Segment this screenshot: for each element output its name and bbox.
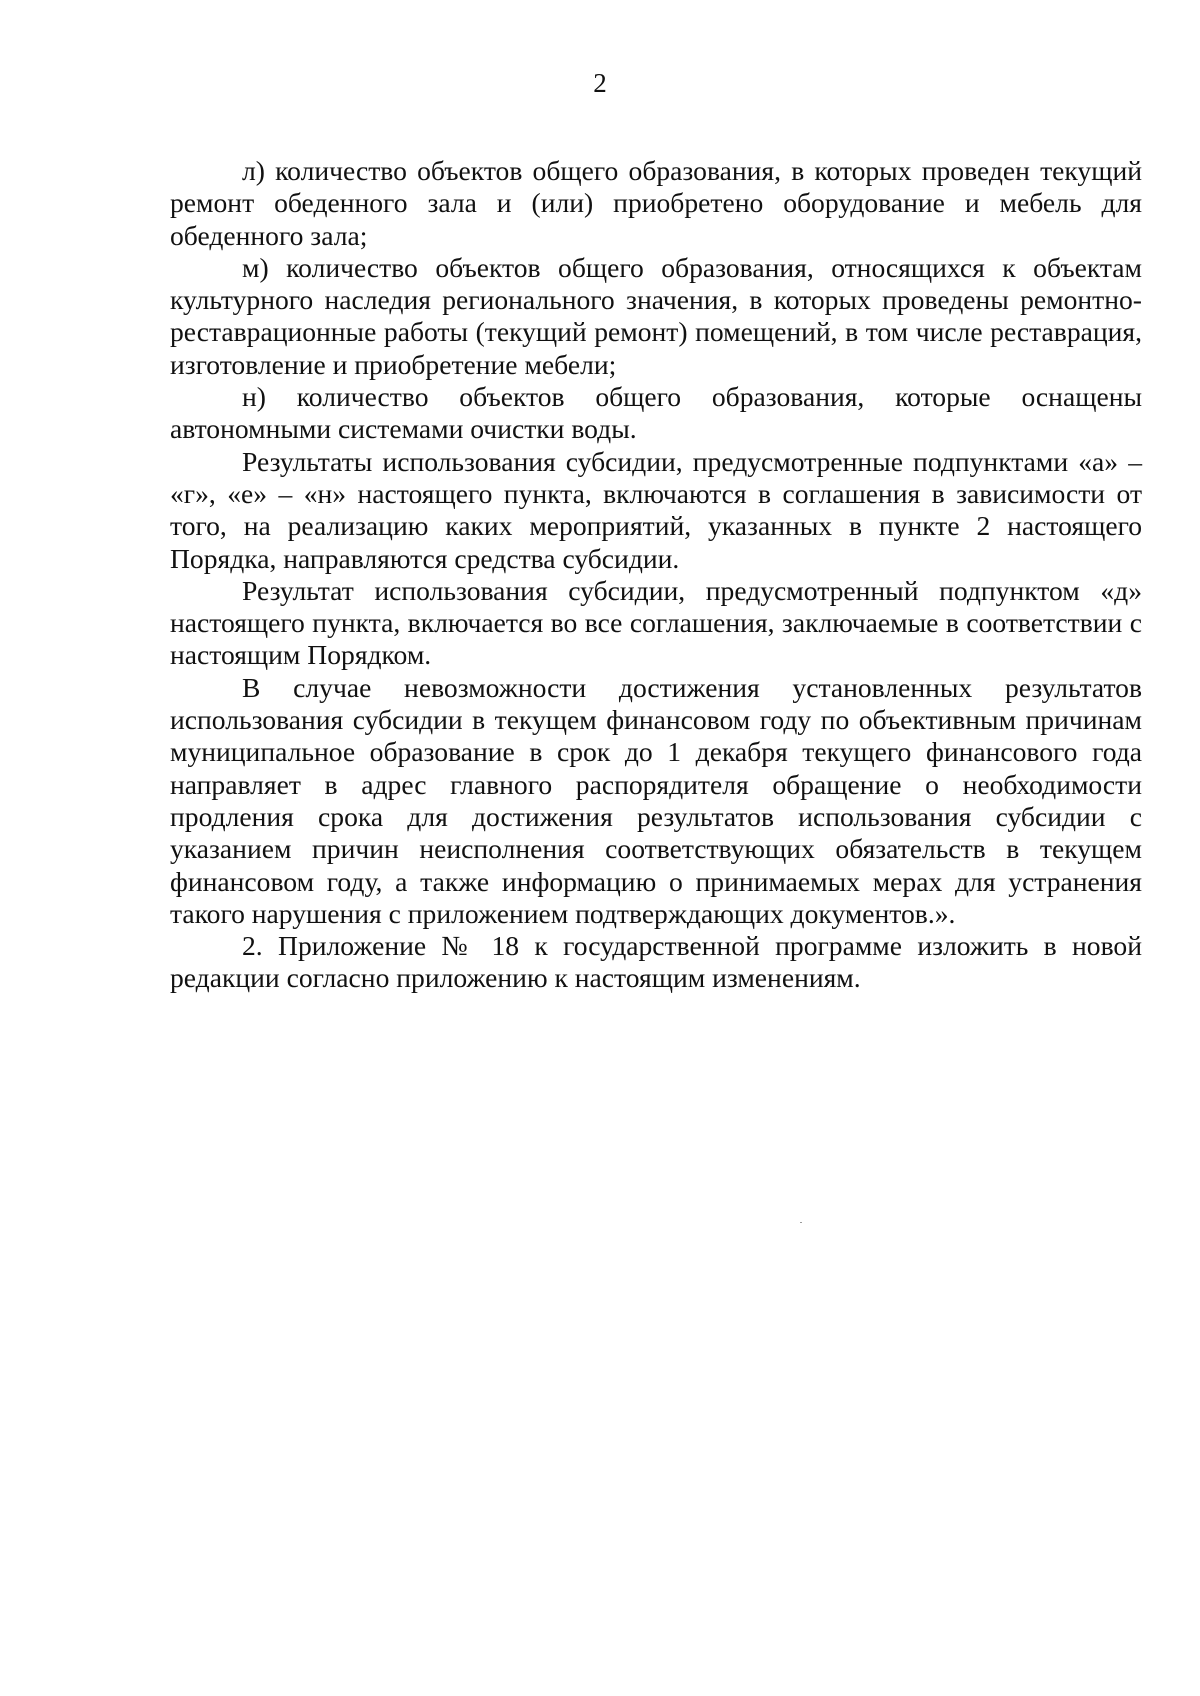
document-body — [170, 155, 1142, 995]
paragraph-n: н) количество объектов общего образования, которые оснащены автономными системами очистки воды. — [170, 381, 1142, 445]
page-number: 2 — [593, 68, 607, 98]
paragraph-appendix-18: 2. Приложение № 18 к государственной программе изложить в новой редакции согласно приложению к настоящим изменениям. — [170, 930, 1142, 994]
paragraph-impossibility-case: В случае невозможности достижения установленных результатов использования субсидии в текущем финансовом году по объективным причинам муниципальное образование в срок до 1 декабря текущего финансового года направляет в адрес главного распорядителя обращение о необходимости продления срока для достижения результатов использования субсидии с указанием причин неисполнения соответствующих обязательств в текущем финансовом году, а также информацию о принимаемых мерах для устранения такого нарушения с приложением подтверждающих документов.». — [170, 671, 1142, 929]
scan-speck — [800, 1222, 802, 1223]
paragraph-l: л) количество объектов общего образования, в которых проведен текущий ремонт обеденного зала и (или) приобретено оборудование и мебель для обеденного зала; — [170, 155, 1142, 251]
paragraph-m: м) количество объектов общего образования, относящихся к объектам культурного наследия регионального значения, в которых проведены ремонтно-реставрационные работы (текущий ремонт) помещений, в том числе реставрация, изготовление и приобретение мебели; — [170, 251, 1142, 380]
paragraph-result-d: Результат использования субсидии, предусмотренный подпунктом «д» настоящего пункта, включается во все соглашения, заключаемые в соответствии с настоящим Порядком. — [170, 574, 1142, 671]
paragraph-results-subpoints: Результаты использования субсидии, предусмотренные подпунктами «а» – «г», «е» – «н» настоящего пункта, включаются в соглашения в зависимости от того, на реализацию каких мероприятий, указанных в пункте 2 настоящего Порядка, направляются средства субсидии. — [170, 445, 1142, 574]
